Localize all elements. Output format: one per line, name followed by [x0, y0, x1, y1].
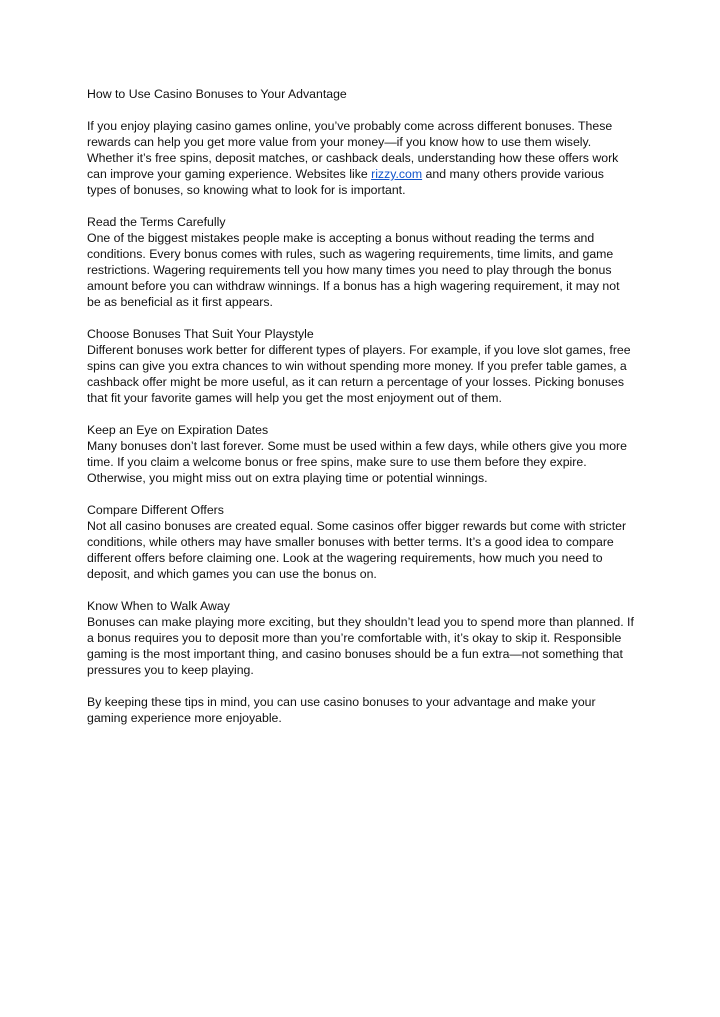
intro-paragraph	[87, 118, 635, 198]
section-compare-offers	[87, 502, 635, 582]
section-choose-bonuses	[87, 326, 635, 406]
section-heading: Know When to Walk Away	[87, 599, 230, 613]
section-body: Different bonuses work better for different types of players. For example, if you love slot games, free spins can give you extra chances to win without spending more money. If you prefer table games, a cashback offer might be more useful, as it can return a percentage of your losses. Picking bonuses that fit your favorite games will help you get the most enjoyment out of them.	[87, 343, 631, 405]
section-heading: Choose Bonuses That Suit Your Playstyle	[87, 327, 314, 341]
section-read-terms	[87, 214, 635, 310]
section-heading: Read the Terms Carefully	[87, 215, 226, 229]
section-body: Not all casino bonuses are created equal. Some casinos offer bigger rewards but come with stricter conditions, while others may have smaller bonuses with better terms. It’s a good idea to compare different offers before claiming one. Look at the wagering requirements, how much you need to deposit, and which games you can use the bonus on.	[87, 519, 627, 581]
document-title: How to Use Casino Bonuses to Your Advantage	[87, 87, 347, 101]
section-expiration-dates	[87, 422, 635, 486]
intro-text-before-link: If you enjoy playing casino games online, you’ve probably come across different bonuses. These rewards can help you get more value from your money—if you know how to use them wisely. Whether it’s free spins, deposit matches, or cashback deals, understanding how these offers work can improve your gaming experience. Websites like	[87, 119, 619, 181]
section-heading: Keep an Eye on Expiration Dates	[87, 423, 269, 437]
intro-text-after-link: and many others provide various types of bonuses, so knowing what to look for is important.	[87, 167, 604, 197]
section-body: Many bonuses don’t last forever. Some must be used within a few days, while others give you more time. If you claim a welcome bonus or free spins, make sure to use them before they expire. Otherwise, you might miss out on extra playing time or potential winnings.	[87, 439, 627, 485]
conclusion-paragraph: By keeping these tips in mind, you can use casino bonuses to your advantage and make your gaming experience more enjoyable.	[87, 695, 596, 725]
section-body: One of the biggest mistakes people make is accepting a bonus without reading the terms and conditions. Every bonus comes with rules, such as wagering requirements, time limits, and game restrictions. Wagering requirements tell you how many times you need to play through the bonus amount before you can withdraw winnings. If a bonus has a high wagering requirement, it may not be as beneficial as it first appears.	[87, 231, 620, 309]
section-body: Bonuses can make playing more exciting, but they shouldn’t lead you to spend more than planned. If a bonus requires you to deposit more than you’re comfortable with, it’s okay to skip it. Responsible gaming is the most important thing, and casino bonuses should be a fun extra—not something that pressures you to keep playing.	[87, 615, 634, 677]
document-page	[87, 86, 635, 742]
section-walk-away	[87, 598, 635, 678]
rizzy-link[interactable]: rizzy.com	[371, 167, 423, 181]
section-heading: Compare Different Offers	[87, 503, 224, 517]
